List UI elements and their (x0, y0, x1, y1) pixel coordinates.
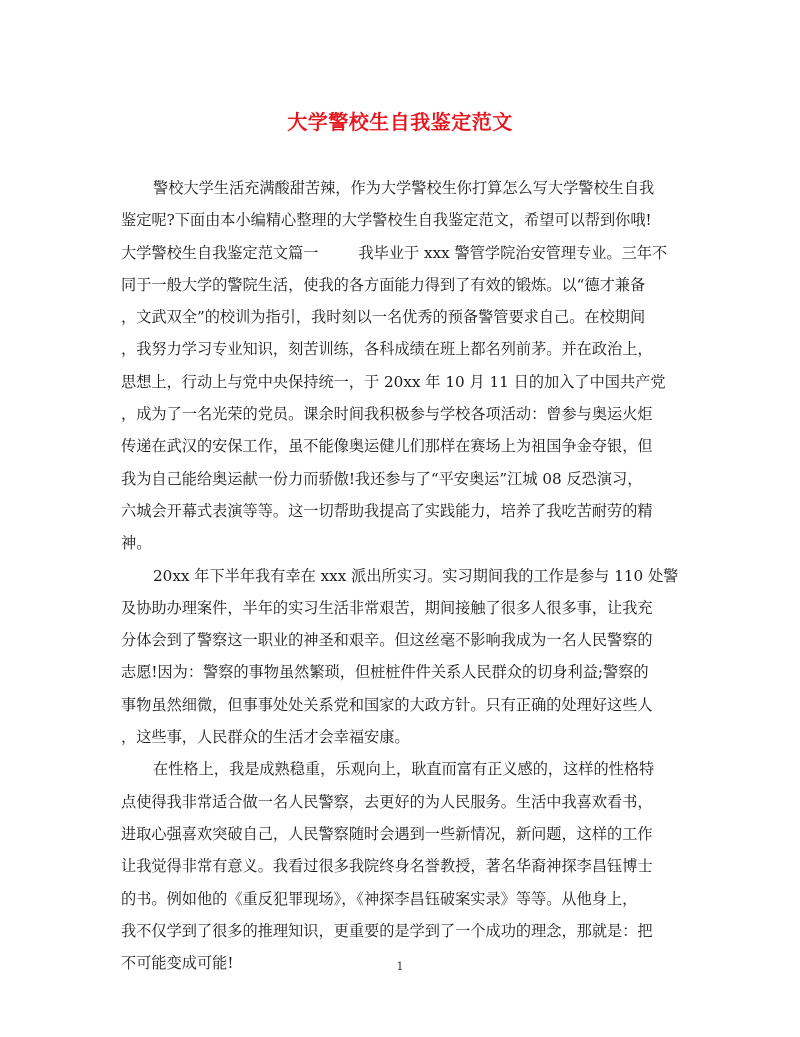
text-line: 20xx 年下半年我有幸在 xxx 派出所实习。实习期间我的工作是参与 110 处警 (153, 566, 679, 585)
text-line: 事物虽然细微，但事事处处关系党和国家的大政方针。只有正确的处理好这些人 (121, 695, 653, 714)
text-line: 传递在武汉的安保工作，虽不能像奥运健儿们那样在赛场上为祖国争金夺银，但 (121, 437, 653, 456)
text-line: 志愿!因为：警察的事物虽然繁琐，但桩桩件件关系人民群众的切身利益;警察的 (121, 663, 649, 682)
text-line: 我不仅学到了很多的推理知识，更重要的是学到了一个成功的理念，那就是：把 (121, 921, 653, 940)
text-line: 让我觉得非常有意义。我看过很多我院终身名誉教授，著名华裔神探李昌钰博士 (121, 857, 653, 876)
text-line: 鉴定呢?下面由本小编精心整理的大学警校生自我鉴定范文，希望可以帮到你哦! (121, 211, 652, 230)
text-line: ，这些事，人民群众的生活才会幸福安康。 (121, 728, 410, 747)
text-line: ，成为了一名光荣的党员。课余时间我积极参与学校各项活动：曾参与奥运火炬 (121, 405, 653, 424)
text-line: 在性格上，我是成熟稳重，乐观向上，耿直而富有正义感的，这样的性格特 (153, 760, 655, 779)
text-line: 同于一般大学的警院生活，使我的各方面能力得到了有效的锻炼。以“德才兼备 (121, 275, 646, 294)
text-line: ，文武双全”的校训为指引，我时刻以一名优秀的预备警管要求自己。在校期间 (121, 308, 646, 327)
text-line: ，我努力学习专业知识，刻苦训练，各科成绩在班上都名列前茅。并在政治上， (121, 340, 653, 359)
text-line: 点使得我非常适合做一名人民警察，去更好的为人民服务。生活中我喜欢看书， (121, 792, 653, 811)
text-line: 的书。例如他的《重反犯罪现场》，《神探李昌钰破案实录》等等。从他身上， (121, 889, 638, 908)
document-body (121, 172, 681, 979)
text-line: 及协助办理案件，半年的实习生活非常艰苦，期间接触了很多人很多事，让我充 (121, 598, 653, 617)
text-line: 分体会到了警察这一职业的神圣和艰辛。但这丝毫不影响我成为一名人民警察的 (121, 631, 653, 650)
text-line: 神。 (121, 534, 152, 553)
text-line: 警校大学生活充满酸甜苦辣，作为大学警校生你打算怎么写大学警校生自我 (153, 179, 655, 197)
text-span: 我毕业于 xxx 警管学院治安管理专业。三年不 (358, 243, 668, 262)
text-line: 思想上，行动上与党中央保持统一，于 20xx 年 10 月 11 日的加入了中国共产党 (121, 372, 666, 391)
section-label: 大学警校生自我鉴定范文篇一 (121, 243, 319, 262)
text-line: 我为自己能给奥运献一份力而骄傲!我还参与了“平安奥运”江城 08 反恐演习， (121, 469, 643, 488)
text-line (121, 237, 681, 269)
text-line: 进取心强喜欢突破自己，人民警察随时会遇到一些新情况，新问题，这样的工作 (121, 824, 653, 843)
page-number: 1 (396, 960, 404, 973)
document-title: 大学警校生自我鉴定范文 (287, 110, 513, 134)
text-line: 不可能变成可能! (121, 954, 234, 973)
text-line: 六城会开幕式表演等等。这一切帮助我提高了实践能力，培养了我吃苦耐劳的精 (121, 501, 653, 520)
